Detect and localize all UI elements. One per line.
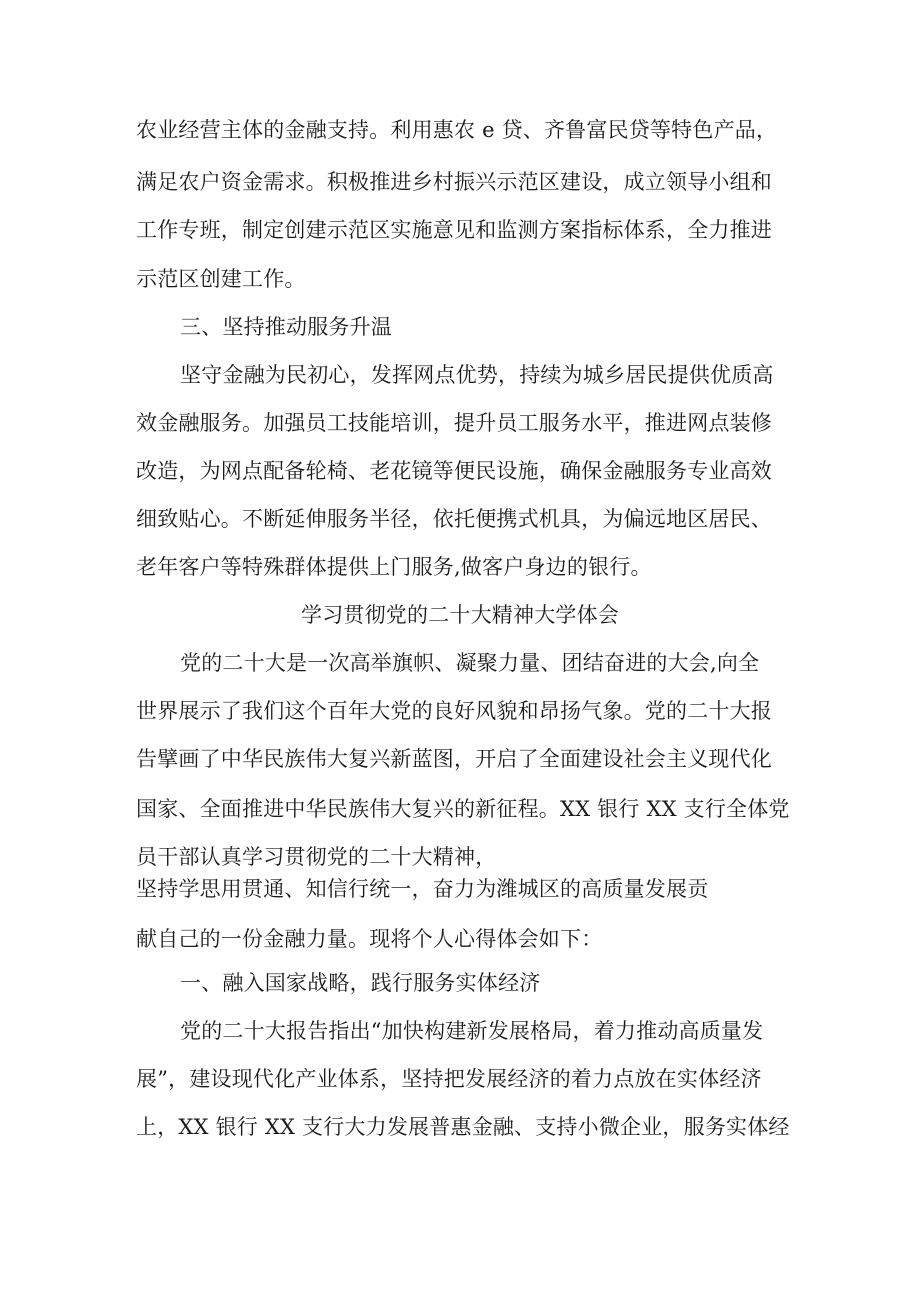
- paragraph-line: 坚守金融为民初心，发挥网点优势，持续为城乡居民提供优质高: [180, 363, 774, 387]
- paragraph-line: 国家、全面推进中华民族伟大复兴的新征程。XX 银行 XX 支行全体党: [136, 797, 790, 821]
- paragraph-line: 满足农户资金需求。积极推进乡村振兴示范区建设，成立领导小组和: [136, 170, 772, 194]
- paragraph-line: 党的二十大是一次高举旗帜、凝聚力量、团结奋进的大会,向全: [180, 651, 760, 675]
- paragraph-line: 展”，建设现代化产业体系，坚持把发展经济的着力点放在实体经济: [136, 1067, 762, 1091]
- paragraph-line: 效金融服务。加强员工技能培训，提升员工服务水平，推进网点装修: [136, 411, 772, 435]
- paragraph-line: 党的二十大报告指出“加快构建新发展格局，着力推动高质量发: [180, 1019, 764, 1043]
- paragraph-line: 告擘画了中华民族伟大复兴新蓝图，开启了全面建设社会主义现代化: [136, 747, 772, 771]
- paragraph-line: 老年客户等特殊群体提供上门服务,做客户身边的银行。: [136, 555, 652, 579]
- section-heading: 一、融入国家战略，践行服务实体经济: [180, 971, 541, 995]
- paragraph-line: 农业经营主体的金融支持。利用惠农 e 贷、齐鲁富民贷等特色产品，: [136, 118, 778, 142]
- paragraph-line: 世界展示了我们这个百年大党的良好风貌和昂扬气象。党的二十大报: [136, 699, 772, 723]
- paragraph-line: 献自己的一份金融力量。现将个人心得体会如下：: [136, 927, 603, 951]
- article-title: 学习贯彻党的二十大精神大学体会: [301, 603, 619, 627]
- paragraph-line: 示范区创建工作。: [136, 267, 306, 291]
- paragraph-line: 上，XX 银行 XX 支行大力发展普惠金融、支持小微企业，服务实体经: [136, 1115, 790, 1139]
- paragraph-line: 员干部认真学习贯彻党的二十大精神，: [136, 845, 497, 869]
- paragraph-line: 坚持学思用贯通、知信行统一，奋力为潍城区的高质量发展贡: [136, 877, 709, 901]
- paragraph-line: 改造，为网点配备轮椅、老花镜等便民设施，确保金融服务专业高效: [136, 459, 772, 483]
- paragraph-line: 细致贴心。不断延伸服务半径，依托便携式机具，为偏远地区居民、: [136, 507, 772, 531]
- paragraph-line: 工作专班，制定创建示范区实施意见和监测方案指标体系，全力推进: [136, 218, 772, 242]
- section-heading: 三、坚持推动服务升温: [180, 315, 392, 339]
